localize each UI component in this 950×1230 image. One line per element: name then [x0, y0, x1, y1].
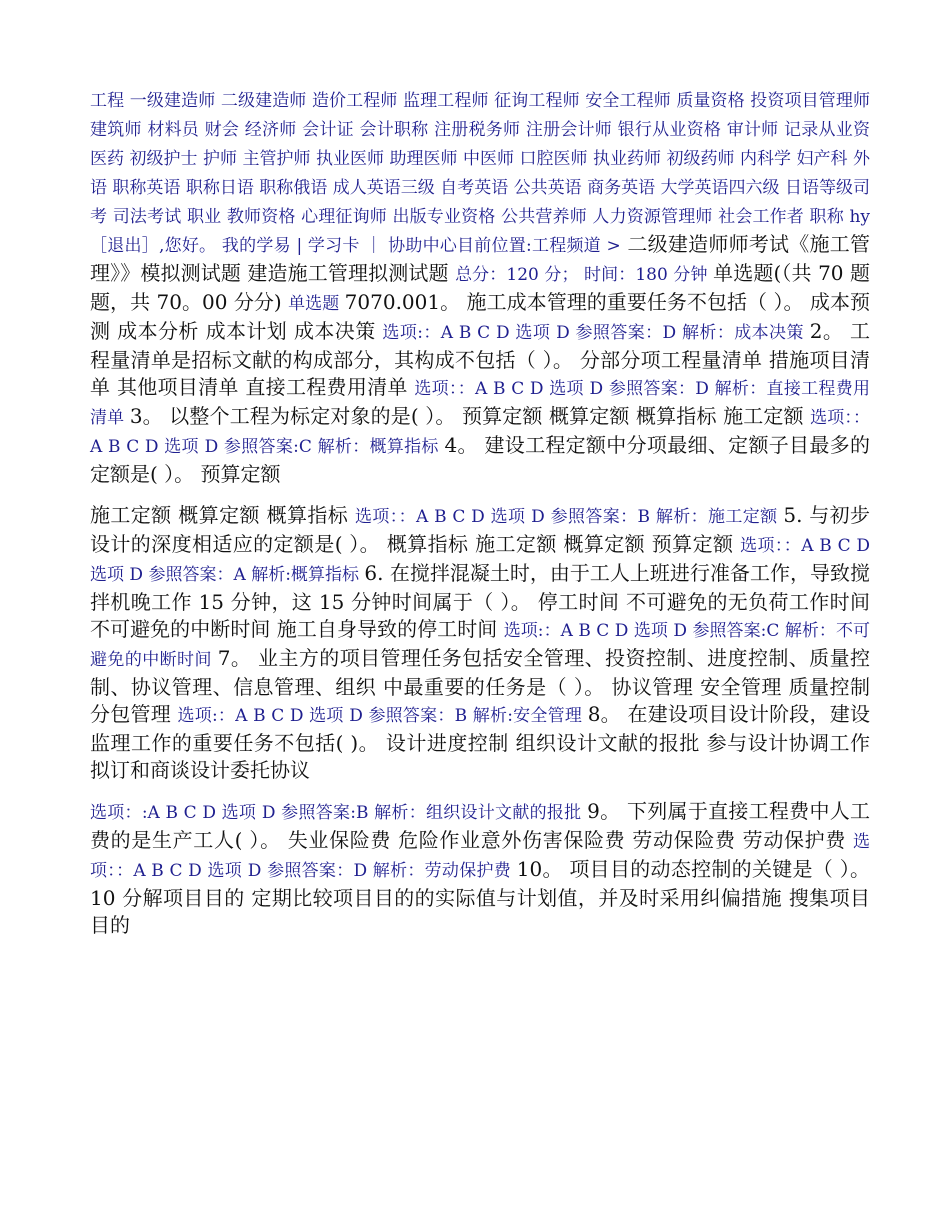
document-page [90, 86, 870, 939]
answer-6: 选项:：A B C D 选项 D 参照答案:C 解析：不可避免的中断时间 [90, 621, 870, 670]
exam-title: 二级建造师师考试《施工管理》》模拟测试题 建造施工管理拟测试题 [90, 232, 871, 285]
nav-links-text[interactable]: 工程 一级建造师 二级建造师 造价工程师 监理工程师 征询工程师 安全工程师 质量资格 投资项目管理师建筑师 材料员 财会 经济师 会计证 会计职称 注册税务师 注册会计师 银行从业资格 审计师 记录从业资医药 初级护士 护师 主管护师 执业医师 助理医师 中医师 口腔医师 执业药师 初级药师 内科学 妇产科 外语 职称英语 职称日语 职称俄语 成人英语三级 自考英语 公共英语 商务英语 大学英语四六级 日语等级司考 司法考试 职业 教师资格 心理征询师 出版专业资格 公共营养师 人力资源管理师 社会工作者 职称 hy［退出］,您好。 我的学易 | 学习卡 ｜ 协助中心目前位置:工程频道 > [90, 91, 870, 256]
answer-4: 选项：：A B C D 选项 D 参照答案：B 解析：施工定额 [354, 507, 784, 527]
question-4: 4。 建设工程定额中分项最细、定额子目最多的定额是( ）。 预算定额 [90, 433, 870, 486]
answer-9: 选项：：A B C D 选项 D 参照答案：D 解析：劳动保护费 [90, 832, 870, 881]
paragraph [90, 798, 870, 939]
question-5: 5. 与初步设计的深度相适应的定额是( ）。 概算指标 施工定额 概算定额 预算定额 [90, 503, 870, 556]
answer-3: 选项：：A B C D 选项 D 参照答案:C 解析：概算指标 [90, 408, 871, 457]
question-9: 9。 下列属于直接工程费中人工费的是生产工人( ）。 失业保险费 危险作业意外伤害保险费 劳动保险费 劳动保护费 [90, 799, 870, 852]
answer-5: 选项：：A B C D 选项 D 参照答案：A 解析:概算指标 [90, 536, 870, 585]
section-link[interactable]: 单选题 [288, 294, 345, 314]
question-10: 10。 项目目的动态控制的关键是（ ）。10 分解项目目的 定期比较项目目的的实际值与计划值，并及时采用纠偏措施 搜集项目目的 [90, 857, 870, 937]
answer-2: 选项：：A B C D 选项 D 参照答案：D 解析：直接工程费用清单 [90, 379, 870, 428]
paragraph [90, 502, 870, 784]
exam-meta: 总分：120 分； 时间：180 分钟 [455, 265, 714, 285]
answer-8: 选项：:A B C D 选项 D 参照答案:B 解析：组织设计文献的报批 [90, 803, 588, 823]
section-heading: 单选题(（共 70 题题，共 70。00 分分) [90, 261, 870, 314]
question-6: 6. 在搅拌混凝土时，由于工人上班进行准备工作，导致搅拌机晚工作 15 分钟，这 15 分钟时间属于（ ）。 停工时间 不可避免的无负荷工作时间 不可避免的中断时间 施工自身导致的停工时间 [90, 561, 870, 641]
paragraph [90, 86, 870, 488]
question-1: 7070.001。 施工成本管理的重要任务不包括（ ）。 成本预测 成本分析 成本计划 成本决策 [90, 290, 870, 343]
question-7: 7。 业主方的项目管理任务包括安全管理、投资控制、进度控制、质量控制、协议管理、信息管理、组织 中最重要的任务是（ ）。 协议管理 安全管理 质量控制 分包管理 [90, 646, 871, 726]
question-2: 2。 工程量清单是招标文献的构成部分，其构成不包括（ ）。 分部分项工程量清单 措施项目清单 其他项目清单 直接工程费用清单 [90, 319, 870, 399]
answer-1: 选项:：A B C D 选项 D 参照答案：D 解析：成本决策 [382, 323, 810, 343]
question-8: 8。 在建设项目设计阶段，建设监理工作的重要任务不包括( )。 设计进度控制 组织设计文献的报批 参与设计协调工作 拟订和商谈设计委托协议 [90, 702, 870, 782]
answer-7: 选项:：A B C D 选项 D 参照答案：B 解析:安全管理 [177, 706, 588, 726]
question-4-options: 施工定额 概算定额 概算指标 [90, 503, 355, 527]
question-3: 3。 以整个工程为标定对象的是( ）。 预算定额 概算定额 概算指标 施工定额 [129, 404, 811, 428]
